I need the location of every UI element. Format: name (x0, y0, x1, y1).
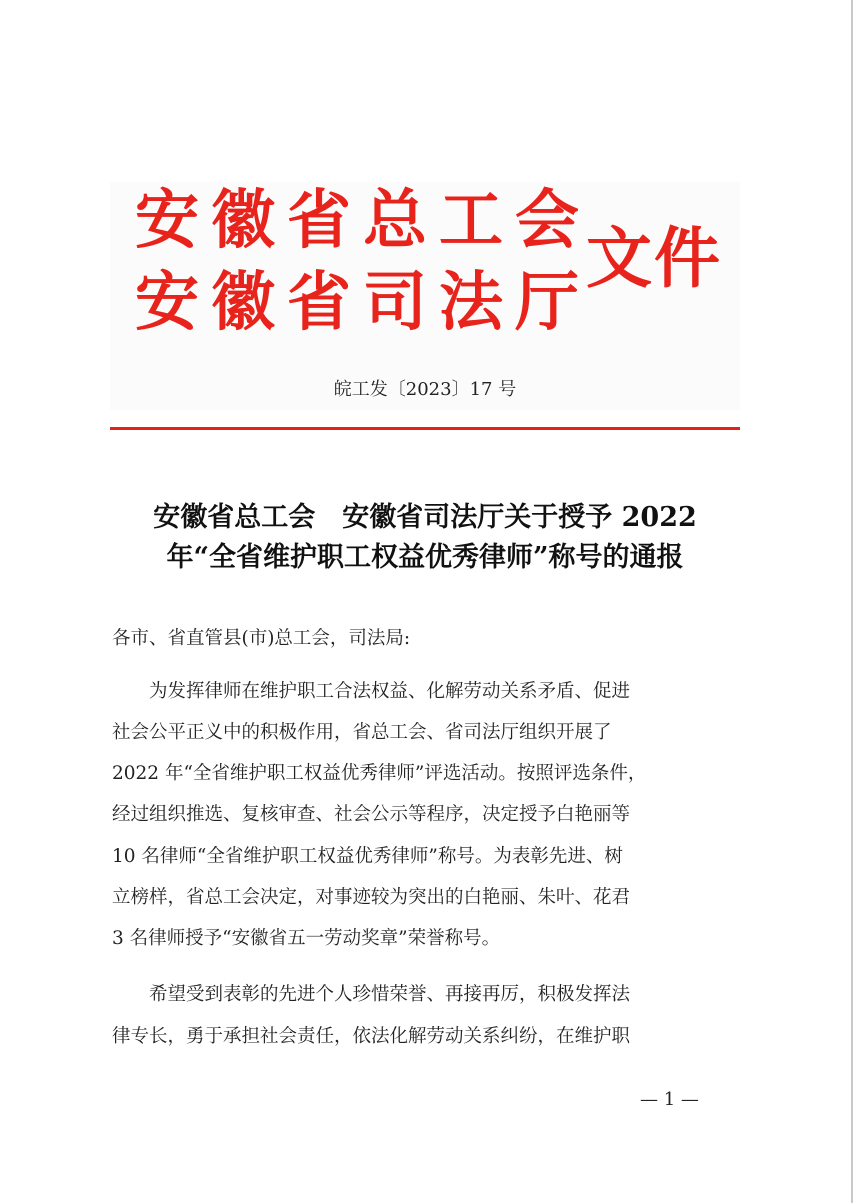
body-line-5: 10 名律师“全省维护职工权益优秀律师”称号。为表彰先进、树 (112, 846, 623, 867)
body-line-4: 经过组织推选、复核审查、社会公示等程序，决定授予白艳丽等 (112, 804, 631, 825)
body-line-6: 立榜样，省总工会决定，对事迹较为突出的白艳丽、朱叶、花君 (112, 887, 631, 908)
body-line-2: 社会公平正义中的积极作用，省总工会、省司法厅组织开展了 (112, 722, 612, 743)
document-number: 皖工发〔2023〕17 号 (333, 379, 517, 400)
body-line-1: 为发挥律师在维护职工合法权益、化解劳动关系矛盾、促进 (112, 681, 631, 702)
issuer-name-2: 安徽省司法厅 (135, 265, 591, 340)
body-line-3: 2022 年“全省维护职工权益优秀律师”评选活动。按照评选条件， (112, 763, 647, 784)
body-line-7: 3 名律师授予“安徽省五一劳动奖章”荣誉称号。 (112, 928, 501, 949)
page-number: — 1 — (640, 1089, 699, 1110)
body-line-9: 律专长，勇于承担社会责任，依法化解劳动关系纠纷，在维护职 (112, 1026, 631, 1047)
body-line-8: 希望受到表彰的先进个人珍惜荣誉、再接再厉，积极发挥法 (112, 984, 631, 1005)
document-title-line-2: 年“全省维护职工权益优秀律师”称号的通报 (166, 542, 684, 573)
document-type-label: 文件 (586, 219, 722, 297)
document-title-line-1: 安徽省总工会 安徽省司法厅关于授予 2022 (153, 502, 697, 533)
red-separator-line (110, 427, 740, 430)
issuer-name-1: 安徽省总工会 (135, 183, 591, 258)
salutation: 各市、省直管县(市)总工会，司法局: (112, 628, 411, 649)
